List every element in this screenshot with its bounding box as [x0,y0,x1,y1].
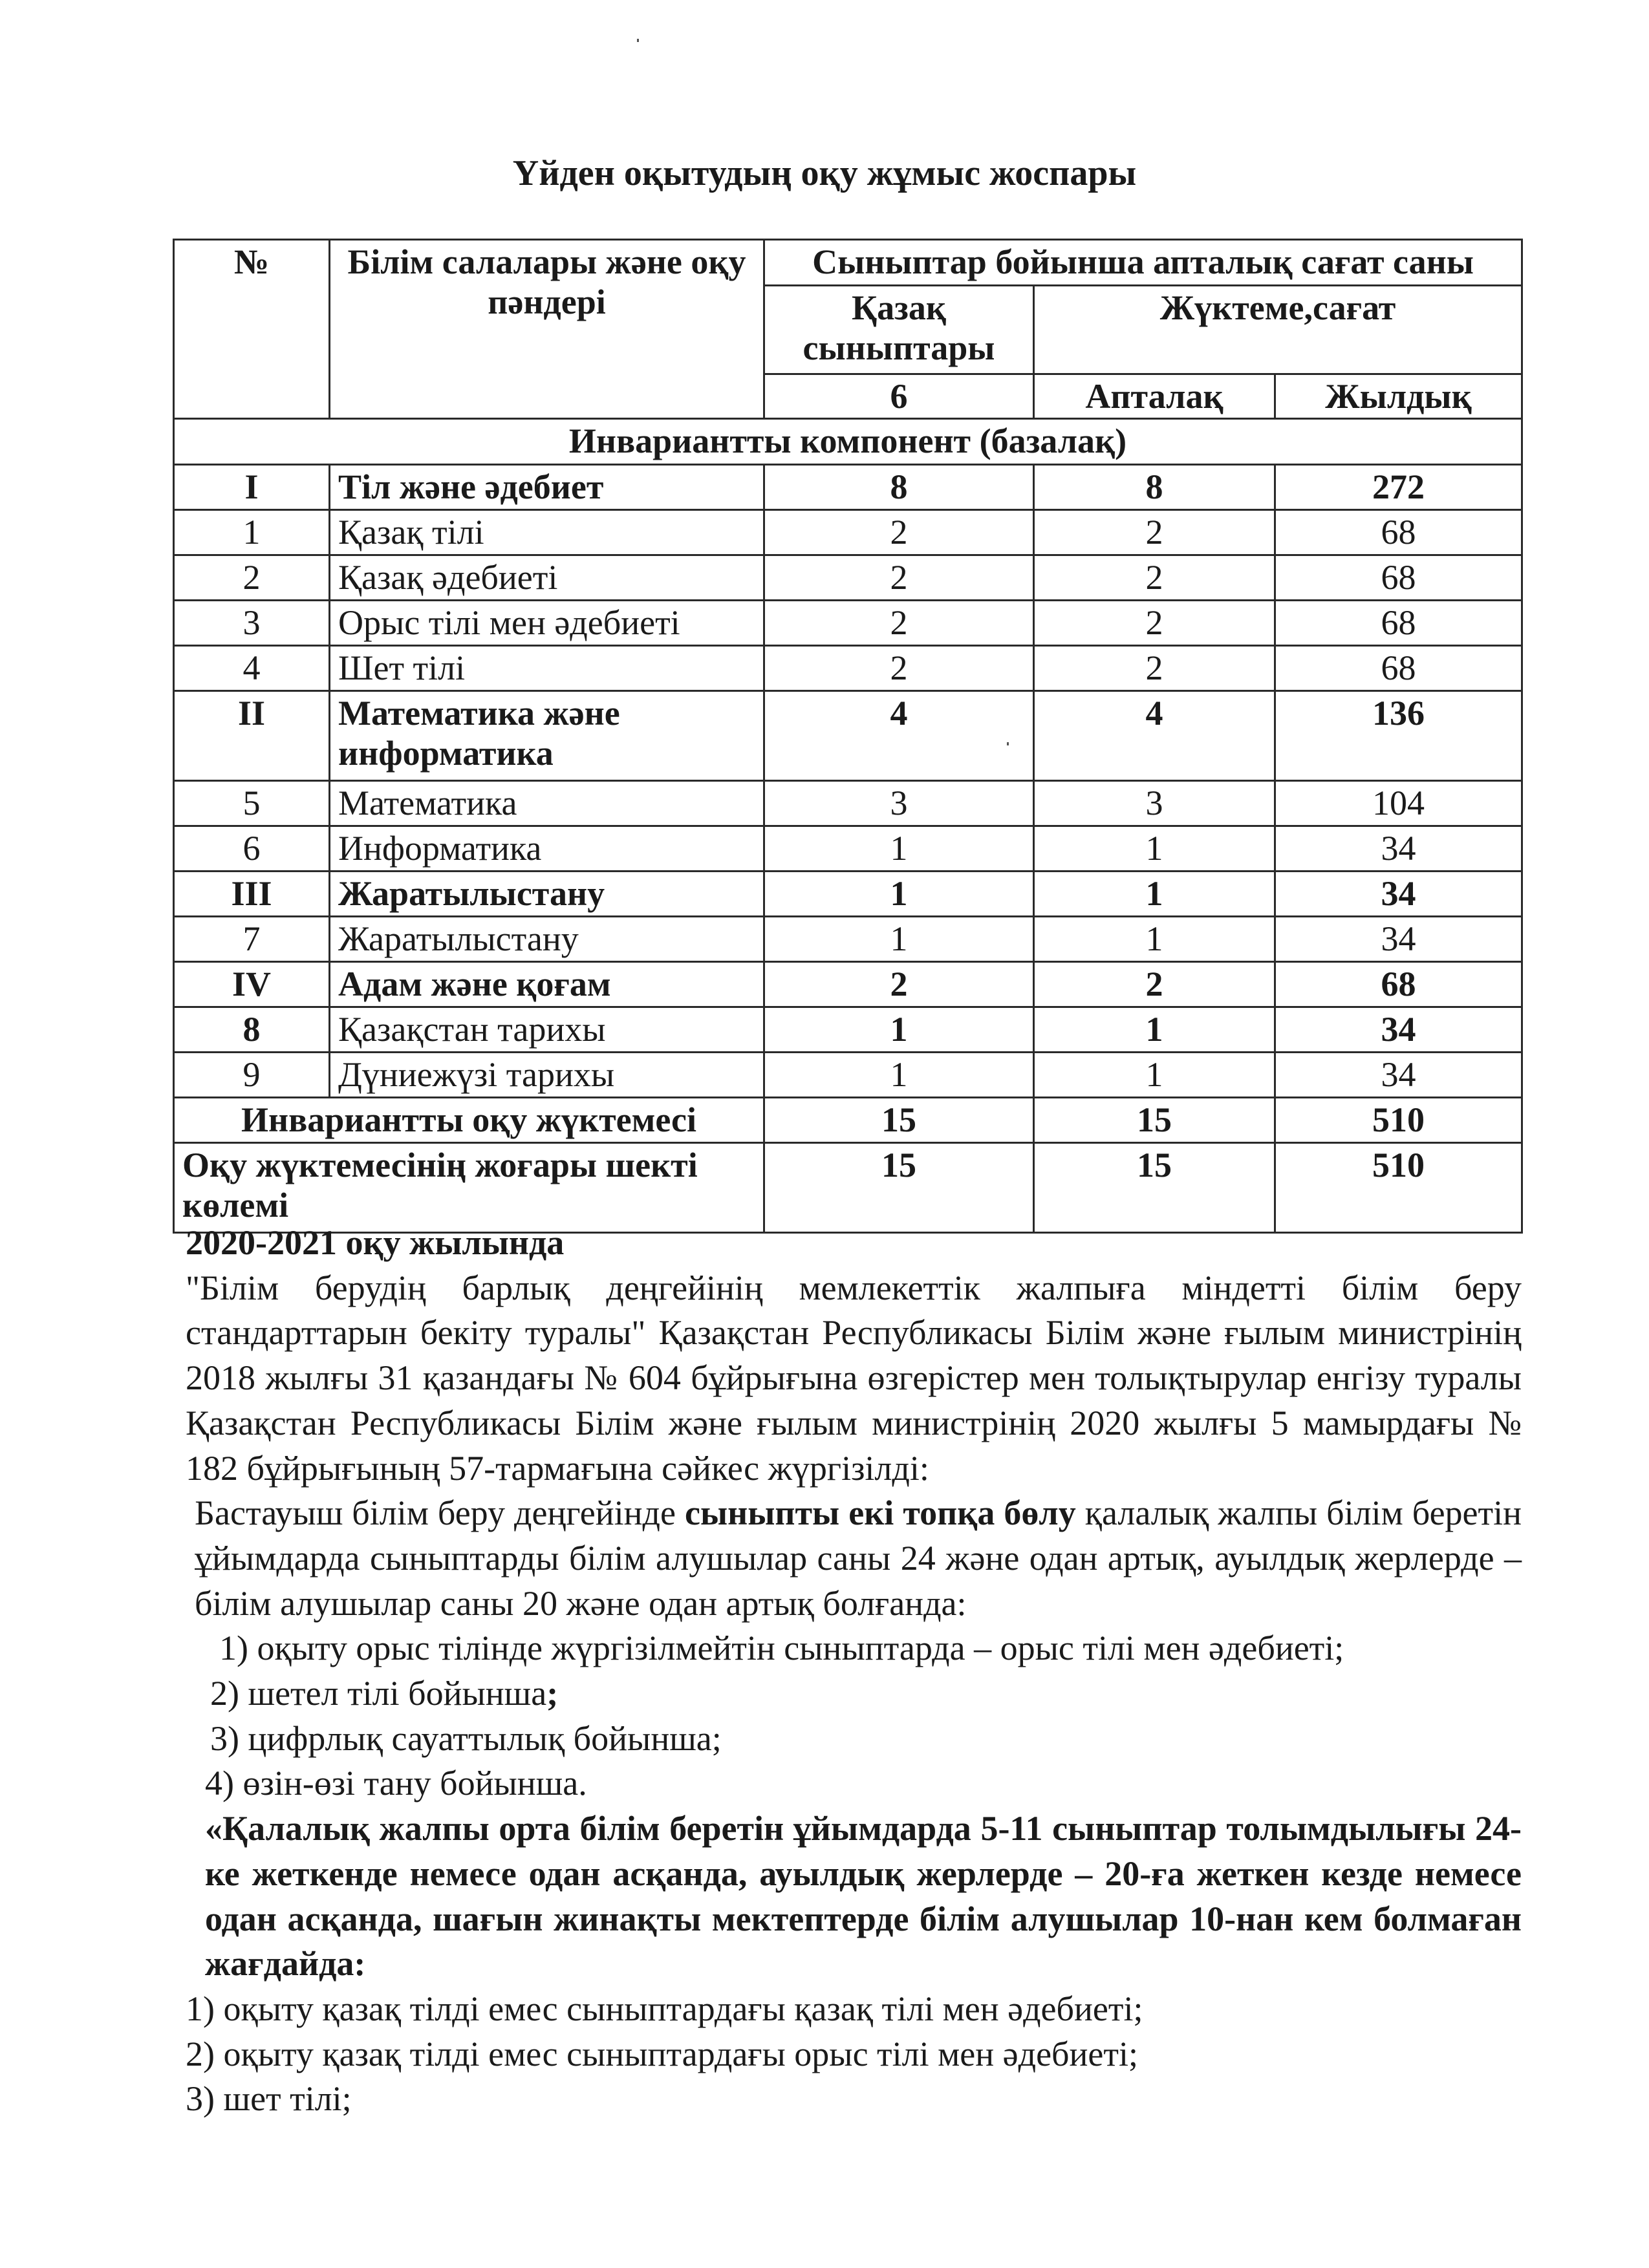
total-grade6: 15 [764,1098,1034,1143]
row-weekly: 2 [1034,962,1275,1007]
row-number: 8 [174,1007,330,1053]
table-row [174,465,1522,510]
row-number: 4 [174,646,330,691]
row-grade6: 8 [764,465,1034,510]
row-weekly: 1 [1034,872,1275,917]
header-number: № [174,240,330,419]
row-grade6: 2 [764,962,1034,1007]
table-row [174,781,1522,826]
row-weekly: 1 [1034,1053,1275,1098]
table-row [174,1053,1522,1098]
row-weekly: 8 [1034,465,1275,510]
table-row [174,826,1522,872]
secondary-list-item: 2) оқыту қазақ тілді емес сыныптардағы орыс тілі мен әдебиеті; [186,2034,1138,2073]
row-yearly: 272 [1275,465,1522,510]
row-grade6: 4 [764,691,1034,781]
row-subject: Математика және информатика [330,691,764,781]
row-yearly: 68 [1275,555,1522,601]
table-row [174,510,1522,555]
row-subject: Дүниежүзі тарихы [330,1053,764,1098]
row-subject: Орыс тілі мен әдебиеті [330,601,764,646]
scan-speck [1007,742,1009,745]
primary-paragraph-end: қалалық жалпы білім беретін ұйымдарда сыныптарды білім алушылар саны 24 және одан артық, ауылдық жерлерде – білім алушылар саны 20 және одан артық болғанда: [195,1493,1522,1623]
intro-paragraph: "Білім берудің барлық деңгейінің мемлекеттік жалпыға міндетті білім беру стандарттарын бекіту туралы" Қазақстан Республикасы Білім және ғылым министрінің 2018 жылғы 31 қазандағы № 604 бұйрығына өзгерістер мен толықтырулар енгізу туралы Қазақстан Республикасы Білім және ғылым министрінің 2020 жылғы 5 мамырдағы № 182 бұйрығының 57-тармағына сәйкес жүргізілді: [186,1268,1522,1488]
row-grade6: 1 [764,917,1034,962]
row-grade6: 3 [764,781,1034,826]
total-yearly: 510 [1275,1143,1522,1233]
section-row [174,419,1522,465]
row-number: 3 [174,601,330,646]
row-subject: Информатика [330,826,764,872]
row-number: I [174,465,330,510]
primary-paragraph-bold: сыныпты екі топқа бөлу [685,1493,1076,1533]
row-number: 7 [174,917,330,962]
row-yearly: 68 [1275,646,1522,691]
row-subject: Қазақ әдебиеті [330,555,764,601]
row-grade6: 1 [764,1053,1034,1098]
total-label: Оқу жүктемесінің жоғары шекті көлемі [174,1143,764,1233]
header-grade: 6 [764,374,1034,419]
total-label: Инвариантты оқу жүктемесі [174,1098,764,1143]
header-load-hours: Жүктеме,сағат [1034,286,1522,374]
curriculum-table [173,239,1523,1234]
row-weekly: 2 [1034,510,1275,555]
primary-paragraph [186,1491,1522,1626]
table-row [174,601,1522,646]
row-weekly: 3 [1034,781,1275,826]
row-number: 9 [174,1053,330,1098]
table-row [174,646,1522,691]
row-yearly: 136 [1275,691,1522,781]
total-weekly: 15 [1034,1143,1275,1233]
row-grade6: 2 [764,510,1034,555]
scan-speck [637,39,639,42]
row-weekly: 1 [1034,1007,1275,1053]
secondary-list-item: 1) оқыту қазақ тілді емес сыныптардағы қазақ тілі мен әдебиеті; [186,1989,1143,2028]
row-weekly: 2 [1034,601,1275,646]
row-number: 2 [174,555,330,601]
header-subjects: Білім салалары және оқу пәндері [330,240,764,419]
row-number: II [174,691,330,781]
table-row [174,555,1522,601]
row-number: 6 [174,826,330,872]
total-weekly: 15 [1034,1098,1275,1143]
row-subject: Адам және қоғам [330,962,764,1007]
table-row [174,1007,1522,1053]
table-row [174,962,1522,1007]
table-row [174,691,1522,781]
row-grade6: 2 [764,646,1034,691]
row-weekly: 2 [1034,646,1275,691]
table-row [174,872,1522,917]
row-grade6: 1 [764,826,1034,872]
header-weekly: Апталақ [1034,374,1275,419]
page-title: Үйден оқытудың оқу жұмыс жоспары [512,153,1137,193]
row-number: 5 [174,781,330,826]
header-yearly: Жылдық [1275,374,1522,419]
row-yearly: 34 [1275,917,1522,962]
row-yearly: 68 [1275,601,1522,646]
row-weekly: 1 [1034,826,1275,872]
row-yearly: 68 [1275,962,1522,1007]
row-yearly: 104 [1275,781,1522,826]
row-subject: Жаратылыстану [330,872,764,917]
row-subject: Жаратылыстану [330,917,764,962]
row-subject: Математика [330,781,764,826]
primary-list-item-text: 2) шетел тілі бойынша [210,1674,547,1713]
section-title: Инвариантты компонент (базалақ) [174,419,1522,465]
row-weekly: 4 [1034,691,1275,781]
row-number: IV [174,962,330,1007]
row-subject: Тіл және әдебиет [330,465,764,510]
row-grade6: 2 [764,555,1034,601]
row-subject: Шет тілі [330,646,764,691]
row-yearly: 68 [1275,510,1522,555]
primary-list-item: 1) оқыту орыс тілінде жүргізілмейтін сыныптарда – орыс тілі мен әдебиеті; [219,1629,1344,1668]
total-row [174,1143,1522,1233]
header-kazakh-classes: Қазақ сыныптары [764,286,1034,374]
total-row [174,1098,1522,1143]
primary-list-item: 3) цифрлық сауаттылық бойынша; [210,1718,722,1758]
row-weekly: 2 [1034,555,1275,601]
row-yearly: 34 [1275,1053,1522,1098]
primary-list-item-punct: ; [546,1674,559,1713]
total-yearly: 510 [1275,1098,1522,1143]
table-header-row [174,240,1522,286]
row-subject: Қазақстан тарихы [330,1007,764,1053]
row-subject: Қазақ тілі [330,510,764,555]
secondary-paragraph: «Қалалық жалпы орта білім беретін ұйымдарда 5-11 сыныптар толымдылығы 24-ке жеткенде немесе одан асқанда, ауылдық жерлерде – 20-ға жеткен кезде немесе одан асқанда, шағын жинақты мектептерде білім алушылар 10-нан кем болмаған жағдайда: [205,1809,1522,1984]
row-yearly: 34 [1275,1007,1522,1053]
secondary-list-item: 3) шет тілі; [186,2079,352,2119]
header-weekly-hours-by-class: Сыныптар бойынша апталық сағат саны [764,240,1522,286]
row-weekly: 1 [1034,917,1275,962]
row-number: 1 [174,510,330,555]
row-yearly: 34 [1275,872,1522,917]
row-number: III [174,872,330,917]
table-row [174,917,1522,962]
row-yearly: 34 [1275,826,1522,872]
primary-list-item [186,1671,1522,1717]
primary-list-item: 4) өзін-өзі тану бойынша. [205,1764,587,1803]
row-grade6: 1 [764,1007,1034,1053]
body-text [186,1221,1522,2122]
row-grade6: 2 [764,601,1034,646]
year-heading: 2020-2021 оқу жылында [186,1223,565,1262]
row-grade6: 1 [764,872,1034,917]
total-grade6: 15 [764,1143,1034,1233]
primary-paragraph-start: Бастауыш білім беру деңгейінде [195,1493,685,1533]
